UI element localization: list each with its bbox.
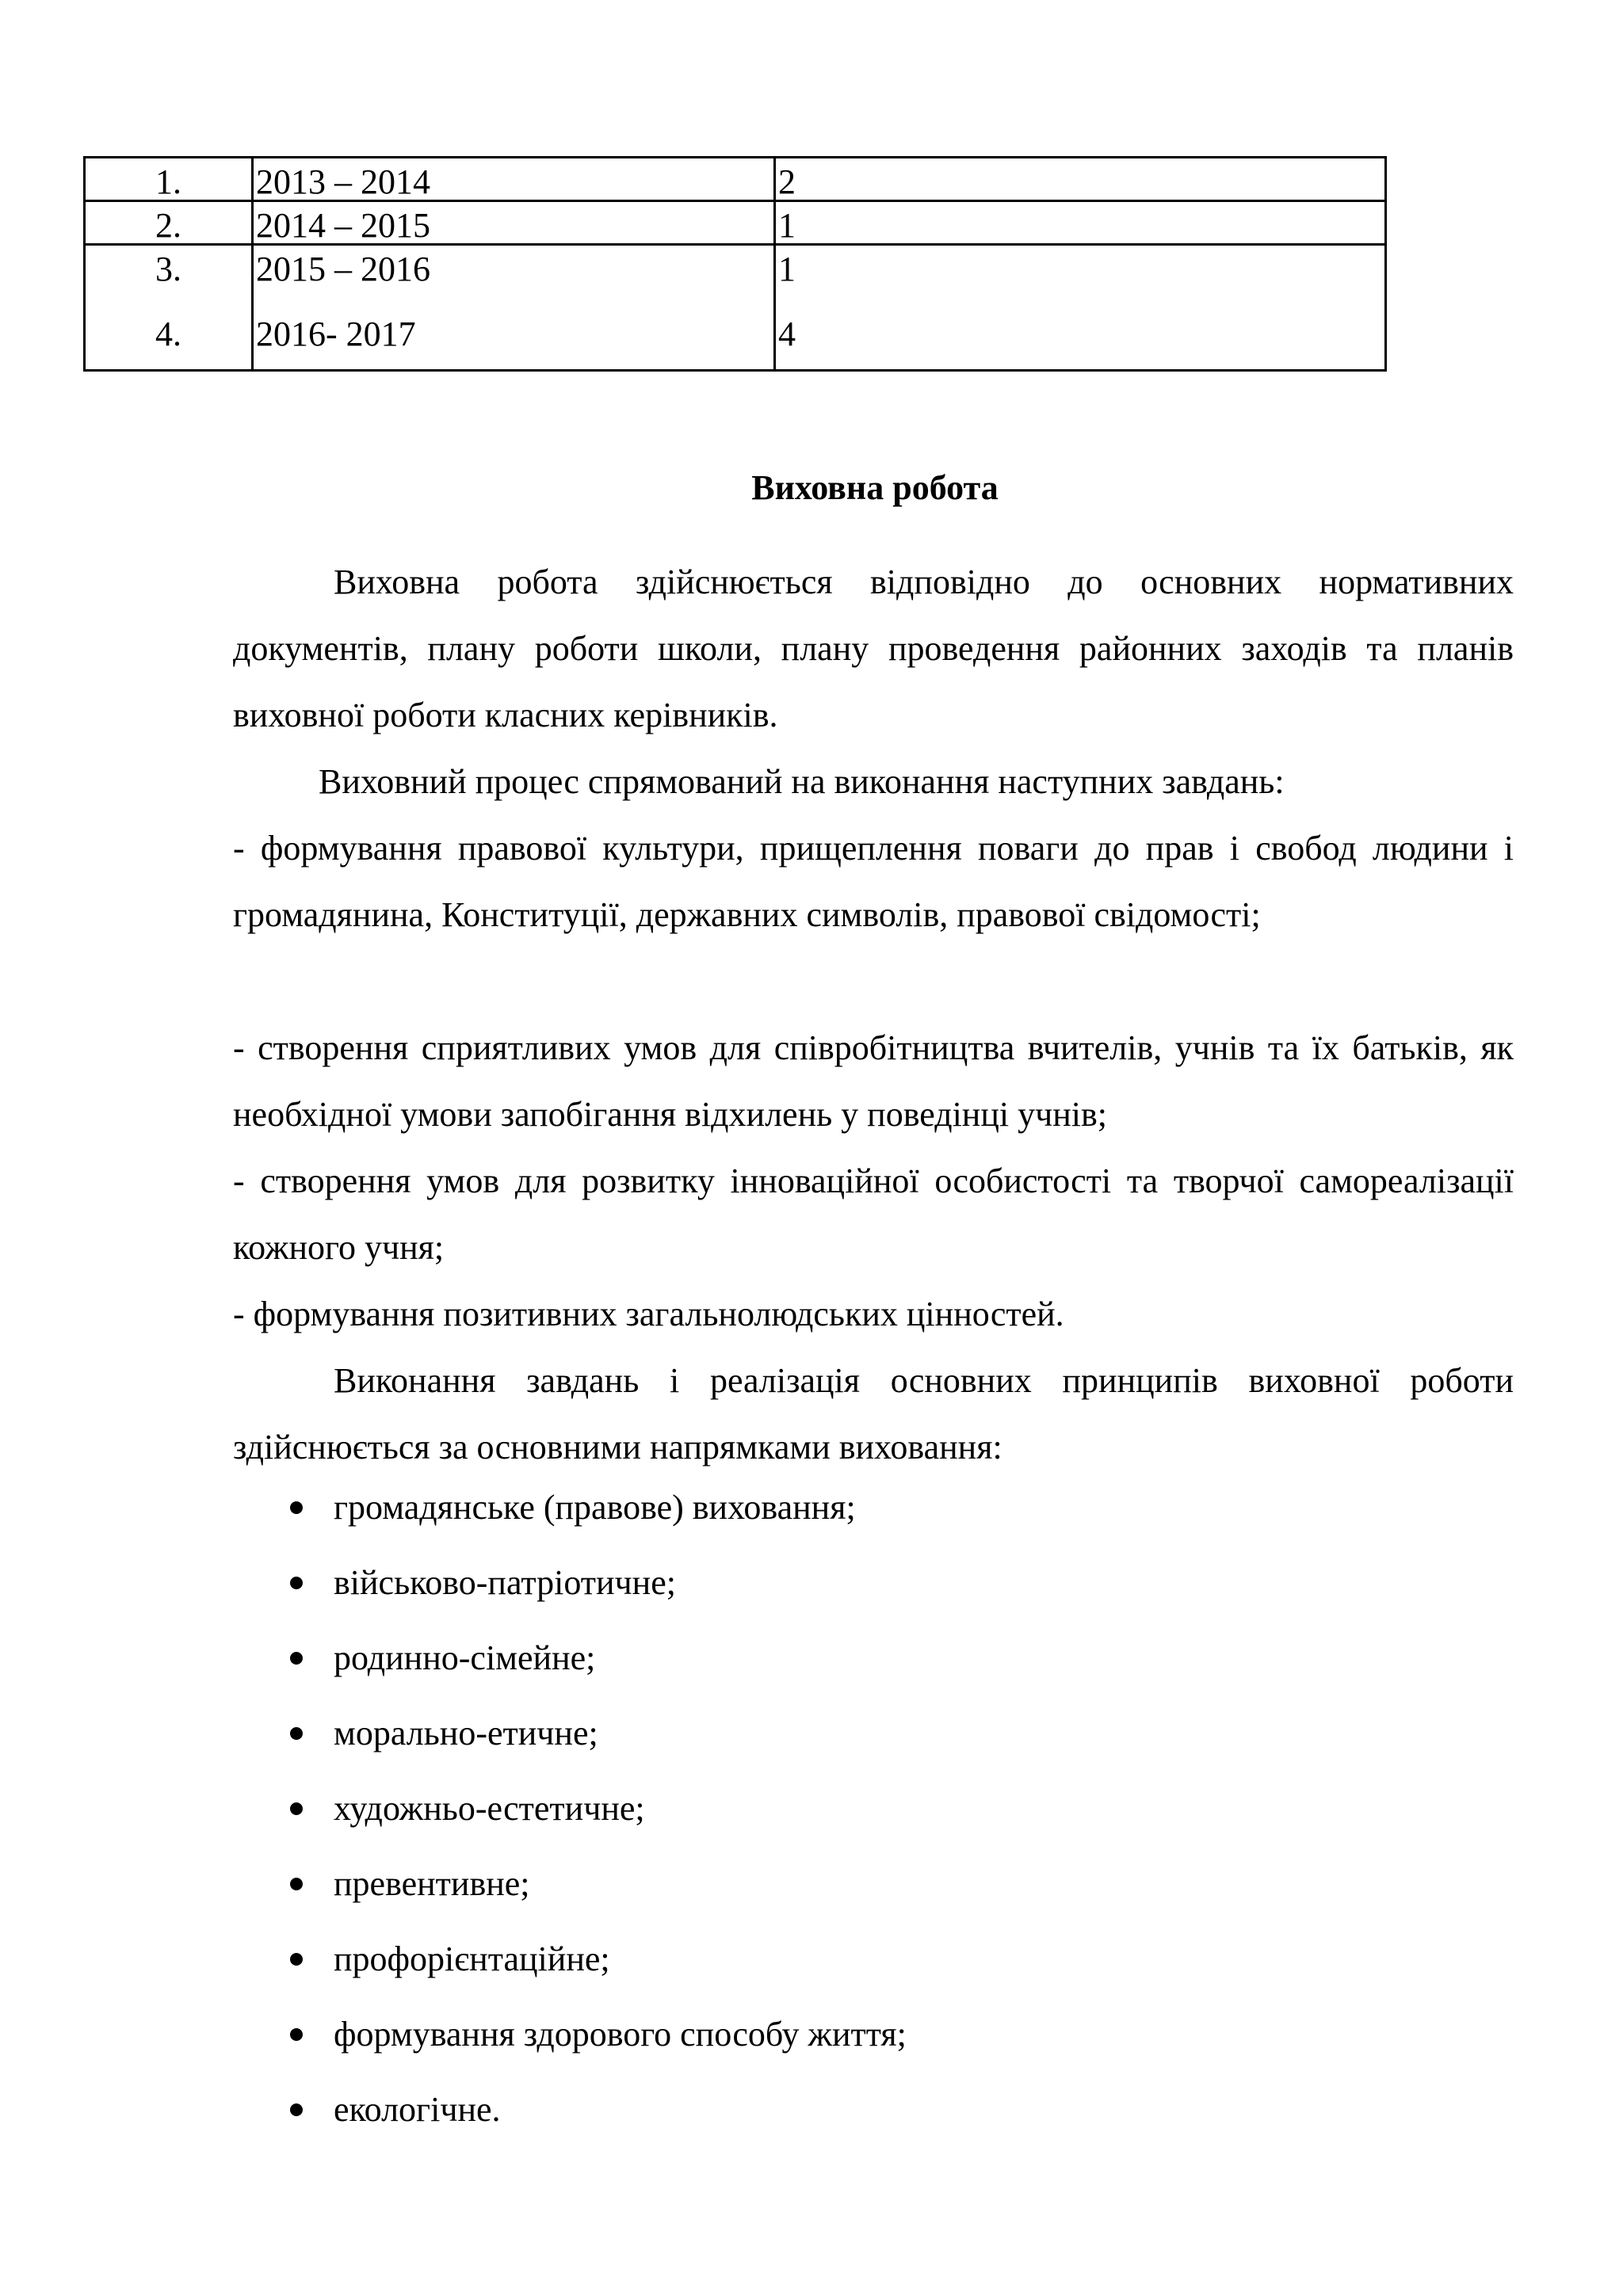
bullet-icon: [290, 1953, 303, 1966]
table-row: [85, 158, 1386, 201]
table-row-merged: [85, 245, 1386, 371]
bullet-icon: [290, 1577, 303, 1589]
task-item: - формування правової культури, прищеплення поваги до прав і свобод людини і громадянина, Конституції, державних символів, правової свідомості;: [233, 829, 1514, 934]
list-item: [233, 1846, 1514, 1921]
directions-list: [233, 1470, 1514, 2147]
list-item: [233, 1545, 1514, 1620]
list-item: [233, 1470, 1514, 1545]
bullet-icon: [290, 2028, 303, 2041]
academic-year: 2013 – 2014: [253, 158, 775, 201]
bullet-icon: [290, 1802, 303, 1815]
row-value: 1: [775, 201, 1386, 245]
row-value: 1: [778, 250, 796, 288]
list-item: [233, 1921, 1514, 1997]
row-value-cell: [775, 245, 1386, 371]
list-item-text: превентивне;: [334, 1864, 530, 1903]
years-table: [83, 156, 1387, 372]
list-item: [233, 1997, 1514, 2072]
row-number: 2.: [85, 201, 253, 245]
task-item: - створення умов для розвитку інноваційної особистості та творчої самореалізації кожного учня;: [233, 1161, 1514, 1267]
list-item-text: художньо-естетичне;: [334, 1789, 645, 1828]
paragraph: Виховна робота здійснюється відповідно до основних нормативних документів, плану роботи школи, плану проведення районних заходів та планів виховної роботи класних керівників.: [233, 563, 1514, 734]
task-item: - створення сприятливих умов для співробітництва вчителів, учнів та їх батьків, як необхідної умови запобігання відхилень у поведінці учнів;: [233, 1028, 1514, 1134]
row-number: 1.: [85, 158, 253, 201]
list-item: [233, 1620, 1514, 1695]
list-item: [233, 1695, 1514, 1771]
row-number: 4.: [155, 315, 181, 353]
list-item-text: морально-етичне;: [334, 1714, 598, 1753]
academic-year: 2016- 2017: [256, 315, 416, 353]
row-number-cell: [85, 245, 253, 371]
academic-year-cell: [253, 245, 775, 371]
row-value: 4: [778, 315, 796, 353]
academic-year: 2014 – 2015: [253, 201, 775, 245]
list-item: [233, 1771, 1514, 1846]
list-item-text: родинно-сімейне;: [334, 1638, 596, 1677]
list-item-text: екологічне.: [334, 2090, 501, 2129]
task-item: - формування позитивних загальнолюдських цінностей.: [233, 1295, 1064, 1333]
list-item-text: профорієнтаційне;: [334, 1939, 610, 1978]
list-item: [233, 2072, 1514, 2147]
paragraph: Виховний процес спрямований на виконання наступних завдань:: [319, 762, 1285, 801]
row-value: 2: [775, 158, 1386, 201]
table-row: [85, 201, 1386, 245]
academic-year: 2015 – 2016: [256, 250, 430, 288]
bullet-icon: [290, 2103, 303, 2116]
section-title: Виховна робота: [751, 468, 999, 507]
paragraph: Виконання завдань і реалізація основних принципів виховної роботи здійснюється за основними напрямками виховання:: [233, 1361, 1514, 1466]
bullet-icon: [290, 1501, 303, 1514]
list-item-text: формування здорового способу життя;: [334, 2015, 907, 2054]
bullet-icon: [290, 1727, 303, 1740]
bullet-icon: [290, 1878, 303, 1890]
row-number: 3.: [155, 250, 181, 288]
bullet-icon: [290, 1652, 303, 1665]
list-item-text: військово-патріотичне;: [334, 1563, 676, 1602]
list-item-text: громадянське (правове) виховання;: [334, 1488, 856, 1527]
